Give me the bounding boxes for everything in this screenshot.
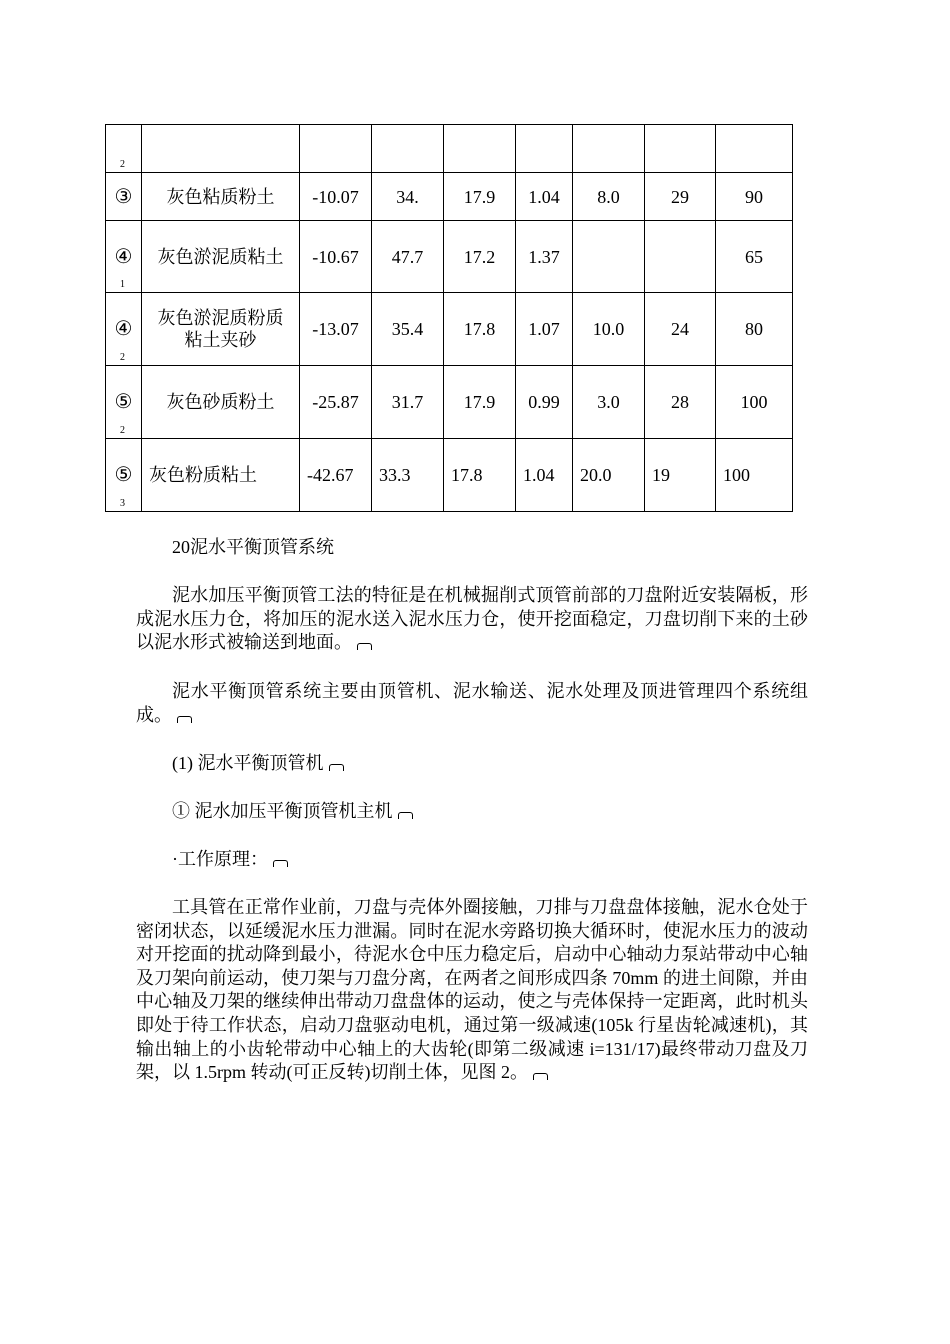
table-cell: -10.67 <box>300 221 372 293</box>
table-cell: 10.0 <box>573 293 645 366</box>
table-cell: 34. <box>372 173 444 221</box>
section-heading <box>136 536 808 560</box>
layer-index-cell <box>106 293 142 366</box>
table-row <box>106 439 793 512</box>
table-cell: 17.2 <box>444 221 516 293</box>
paragraph-subheading-1 <box>136 752 808 776</box>
soil-name-cell <box>142 125 300 173</box>
paragraph-mark-icon <box>533 1073 548 1080</box>
table-cell <box>716 125 793 173</box>
table-cell <box>645 221 716 293</box>
section-heading-text: 20泥水平衡顶管系统 <box>172 537 334 557</box>
paragraph-subheading-2 <box>136 800 808 824</box>
layer-number: ⑤ <box>114 391 133 413</box>
layer-sub-number: 2 <box>120 425 125 436</box>
paragraph-text: 泥水加压平衡顶管工法的特征是在机械掘削式顶管前部的刀盘附近安装隔板，形成泥水压力仓，将加压的泥水送入泥水压力仓，使开挖面稳定，刀盘切削下来的土砂以泥水形式被输送到地面。 <box>136 585 808 653</box>
table-cell: -42.67 <box>300 439 372 512</box>
table-cell <box>300 125 372 173</box>
table-cell: 24 <box>645 293 716 366</box>
paragraph-text: 工具管在正常作业前，刀盘与壳体外圈接触，刀排与刀盘盘体接触，泥水仓处于密闭状态，以延缓泥水压力泄漏。同时在泥水旁路切换大循环时，使泥水压力的波动对开挖面的扰动降到最小，待泥水仓中压力稳定后，启动中心轴动力泵站带动中心轴及刀架向前运动，使刀架与刀盘分离，在两者之间形成四条 70mm 的进土间隙，并由中心轴及刀架的继续伸出带动刀盘盘体的运动，使之与壳体保持一定距离，此时机头即处于待工作状态，启动刀盘驱动电机，通过第一级减速(105k 行星齿轮减速机)，其输出轴上的小齿轮带动中心轴上的大齿轮(即第二级减速 i=131/17)最终带动刀盘及刀架，以 1.5rpm 转动(可正反转)切削土体，见图 2。 <box>136 897 808 1083</box>
paragraph-principle <box>136 896 808 1085</box>
table-cell: -25.87 <box>300 366 372 439</box>
table-cell <box>573 125 645 173</box>
paragraph-mark-icon <box>357 643 372 650</box>
table-cell: 35.4 <box>372 293 444 366</box>
soil-name-cell: 灰色粘质粉土 <box>142 173 300 221</box>
table-cell <box>516 125 573 173</box>
paragraph-mark-icon <box>398 812 413 819</box>
table-cell: 29 <box>645 173 716 221</box>
layer-number: ④ <box>114 318 133 340</box>
table-cell <box>645 125 716 173</box>
table-cell <box>372 125 444 173</box>
layer-index-cell <box>106 221 142 293</box>
table-row <box>106 293 793 366</box>
paragraph-subheading-3 <box>136 848 808 872</box>
table-cell: 65 <box>716 221 793 293</box>
layer-sub-number: 2 <box>120 352 125 363</box>
table-cell: 90 <box>716 173 793 221</box>
table-cell: 1.37 <box>516 221 573 293</box>
table-cell: 33.3 <box>372 439 444 512</box>
table-cell: -13.07 <box>300 293 372 366</box>
table-cell <box>573 221 645 293</box>
table-row <box>106 221 793 293</box>
soil-name-cell: 灰色砂质粉土 <box>142 366 300 439</box>
paragraph-mark-icon <box>273 860 288 867</box>
table-cell: 1.04 <box>516 439 573 512</box>
table-cell: 100 <box>716 366 793 439</box>
layer-sub-number: 2 <box>120 159 125 170</box>
table-cell <box>444 125 516 173</box>
paragraph-text: ① 泥水加压平衡顶管机主机 <box>172 801 393 821</box>
table-cell: 1.04 <box>516 173 573 221</box>
table-cell: 19 <box>645 439 716 512</box>
soil-name-cell: 灰色淤泥质粉质粘土夹砂 <box>142 293 300 366</box>
table-cell: 1.07 <box>516 293 573 366</box>
table-cell: 47.7 <box>372 221 444 293</box>
table-cell: 17.8 <box>444 293 516 366</box>
paragraph-text: ·工作原理： <box>172 849 268 869</box>
table-row <box>106 125 793 173</box>
soil-name-cell: 灰色粉质粘土 <box>142 439 300 512</box>
layer-index-cell <box>106 366 142 439</box>
paragraph-text: 泥水平衡顶管系统主要由顶管机、泥水输送、泥水处理及顶进管理四个系统组成。 <box>136 681 808 725</box>
layer-number: ⑤ <box>114 464 133 486</box>
table-row <box>106 366 793 439</box>
layer-index-cell <box>106 173 142 221</box>
table-cell: 8.0 <box>573 173 645 221</box>
table-cell: 28 <box>645 366 716 439</box>
soil-properties-table <box>105 124 793 512</box>
table-cell: -10.07 <box>300 173 372 221</box>
layer-number: ④ <box>114 245 133 268</box>
layer-sub-number: 1 <box>120 279 125 290</box>
paragraph-mark-icon <box>329 764 344 771</box>
table-cell: 20.0 <box>573 439 645 512</box>
layer-index-cell <box>106 439 142 512</box>
table-cell: 3.0 <box>573 366 645 439</box>
soil-name-cell: 灰色淤泥质粘土 <box>142 221 300 293</box>
paragraph-text: (1) 泥水平衡顶管机 <box>172 753 324 773</box>
table-cell: 17.9 <box>444 173 516 221</box>
table-row <box>106 173 793 221</box>
paragraph-intro <box>136 584 808 655</box>
paragraph-mark-icon <box>177 716 192 723</box>
table-cell: 31.7 <box>372 366 444 439</box>
layer-index-cell <box>106 125 142 173</box>
table-cell: 100 <box>716 439 793 512</box>
table-cell: 17.8 <box>444 439 516 512</box>
table-cell: 0.99 <box>516 366 573 439</box>
layer-sub-number: 3 <box>120 498 125 509</box>
table-cell: 80 <box>716 293 793 366</box>
paragraph-system <box>136 680 808 727</box>
table-cell: 17.9 <box>444 366 516 439</box>
layer-number: ③ <box>114 185 133 208</box>
